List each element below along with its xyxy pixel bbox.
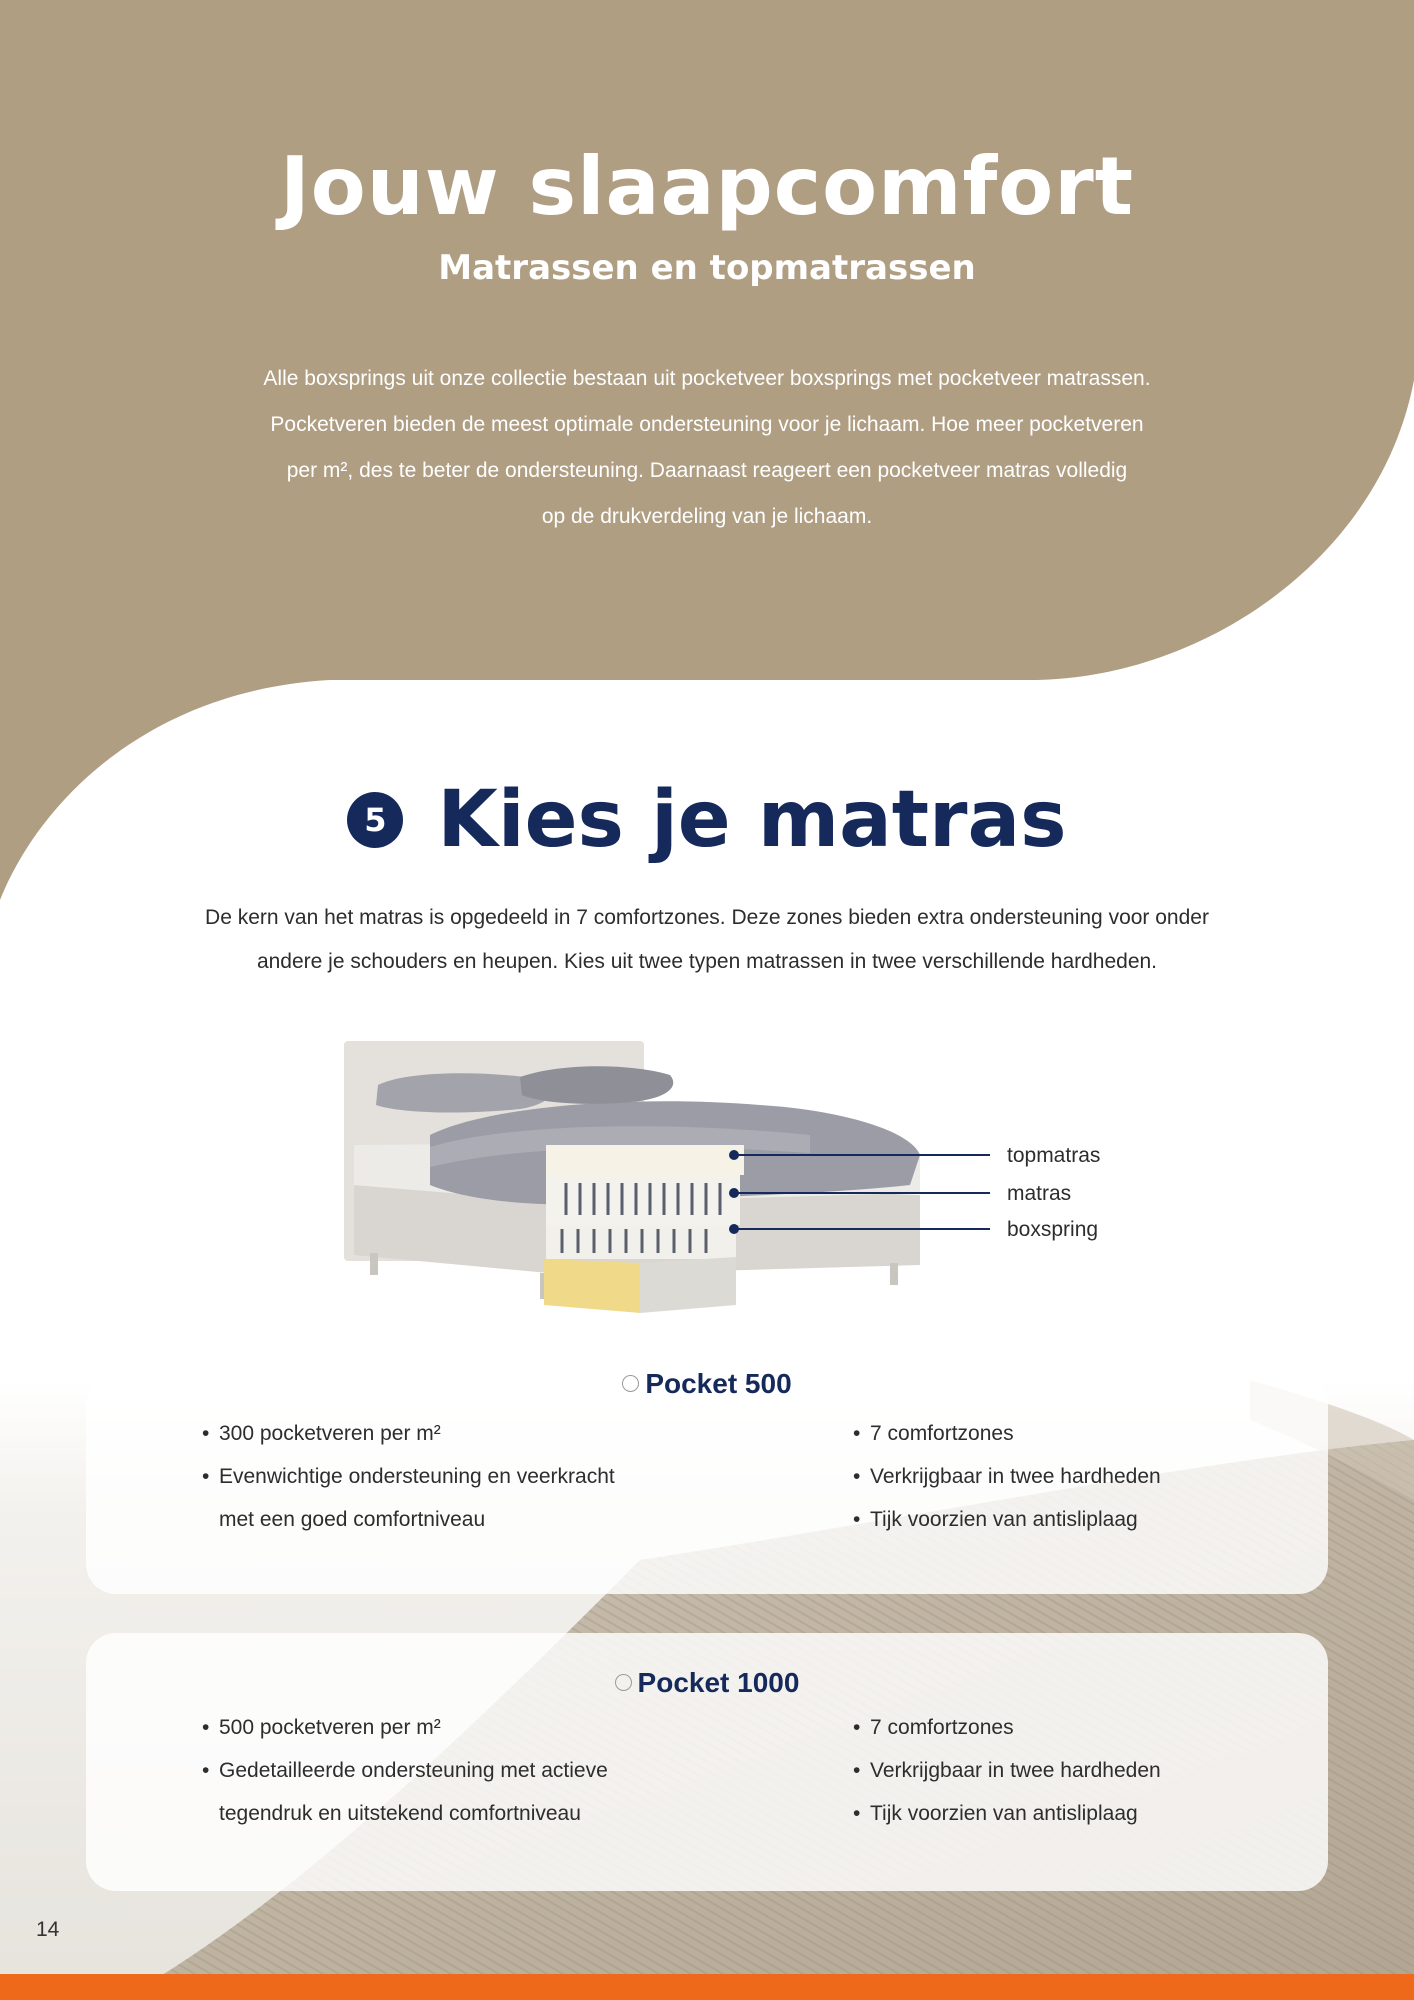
feature-list-right [853, 1412, 1161, 1541]
intro-line: Alle boxsprings uit onze collectie bestaan uit pocketveer boxsprings met pocketveer matrassen. [263, 367, 1151, 390]
page-subtitle: Matrassen en topmatrassen [438, 248, 976, 288]
feature-item: • Tijk voorzien van antisliplaag [853, 1498, 1161, 1541]
step-description [107, 896, 1307, 984]
feature-list-right [853, 1706, 1161, 1835]
feature-item: • 7 comfortzones [853, 1412, 1161, 1455]
cutaway-layers [544, 1145, 744, 1313]
boxspring-bed-illustration [340, 1035, 920, 1325]
feature-item-continuation [202, 1498, 615, 1541]
intro-line: op de drukverdeling van je lichaam. [541, 505, 873, 528]
option-title[interactable] [86, 1665, 1328, 1701]
radio-button-icon[interactable] [615, 1674, 632, 1691]
feature-item: • Evenwichtige ondersteuning en veerkracht [202, 1455, 615, 1498]
page-title: Jouw slaapcomfort [280, 140, 1134, 233]
topmatras-pointer-line [734, 1154, 990, 1156]
intro-line: Pocketveren bieden de meest optimale ondersteuning voor je lichaam. Hoe meer pocketveren [270, 413, 1144, 436]
option-card-pocket-1000[interactable] [86, 1633, 1328, 1891]
option-name: Pocket 500 [645, 1368, 792, 1399]
page-number: 14 [36, 1918, 60, 1941]
feature-item: • 500 pocketveren per m² [202, 1706, 608, 1749]
feature-text: met een goed comfortniveau [219, 1508, 486, 1531]
option-title[interactable] [86, 1366, 1328, 1402]
intro-paragraph [157, 356, 1257, 540]
feature-item-continuation [202, 1792, 608, 1835]
matras-pointer-line [734, 1192, 990, 1194]
step-title: Kies je matras [437, 775, 1067, 865]
feature-item: • 300 pocketveren per m² [202, 1412, 615, 1455]
feature-list-left [202, 1706, 608, 1835]
footer-accent-bar [0, 1974, 1414, 2000]
description-line: De kern van het matras is opgedeeld in 7 comfortzones. Deze zones bieden extra ondersteuning voor onder [205, 906, 1209, 929]
boxspring-pointer-line [734, 1228, 990, 1230]
radio-button-icon[interactable] [622, 1375, 639, 1392]
label-matras: matras [1007, 1182, 1072, 1205]
label-boxspring: boxspring [1007, 1218, 1099, 1241]
option-name: Pocket 1000 [637, 1667, 800, 1698]
label-topmatras: topmatras [1007, 1144, 1101, 1167]
feature-item: • Verkrijgbaar in twee hardheden [853, 1749, 1161, 1792]
step-heading [0, 770, 1414, 870]
feature-text: tegendruk en uitstekend comfortniveau [219, 1802, 581, 1825]
step-number-badge: 5 [347, 792, 403, 848]
description-line: andere je schouders en heupen. Kies uit twee typen matrassen in twee verschillende hardheden. [256, 950, 1158, 973]
pillow [520, 1066, 673, 1104]
feature-item: • Gedetailleerde ondersteuning met actieve [202, 1749, 608, 1792]
option-card-pocket-500[interactable] [86, 1368, 1328, 1594]
feature-item: • Verkrijgbaar in twee hardheden [853, 1455, 1161, 1498]
feature-item: • Tijk voorzien van antisliplaag [853, 1792, 1161, 1835]
feature-list-left [202, 1412, 615, 1541]
intro-line: per m², des te beter de ondersteuning. Daarnaast reageert een pocketveer matras volledig [286, 459, 1128, 482]
feature-item: • 7 comfortzones [853, 1706, 1161, 1749]
